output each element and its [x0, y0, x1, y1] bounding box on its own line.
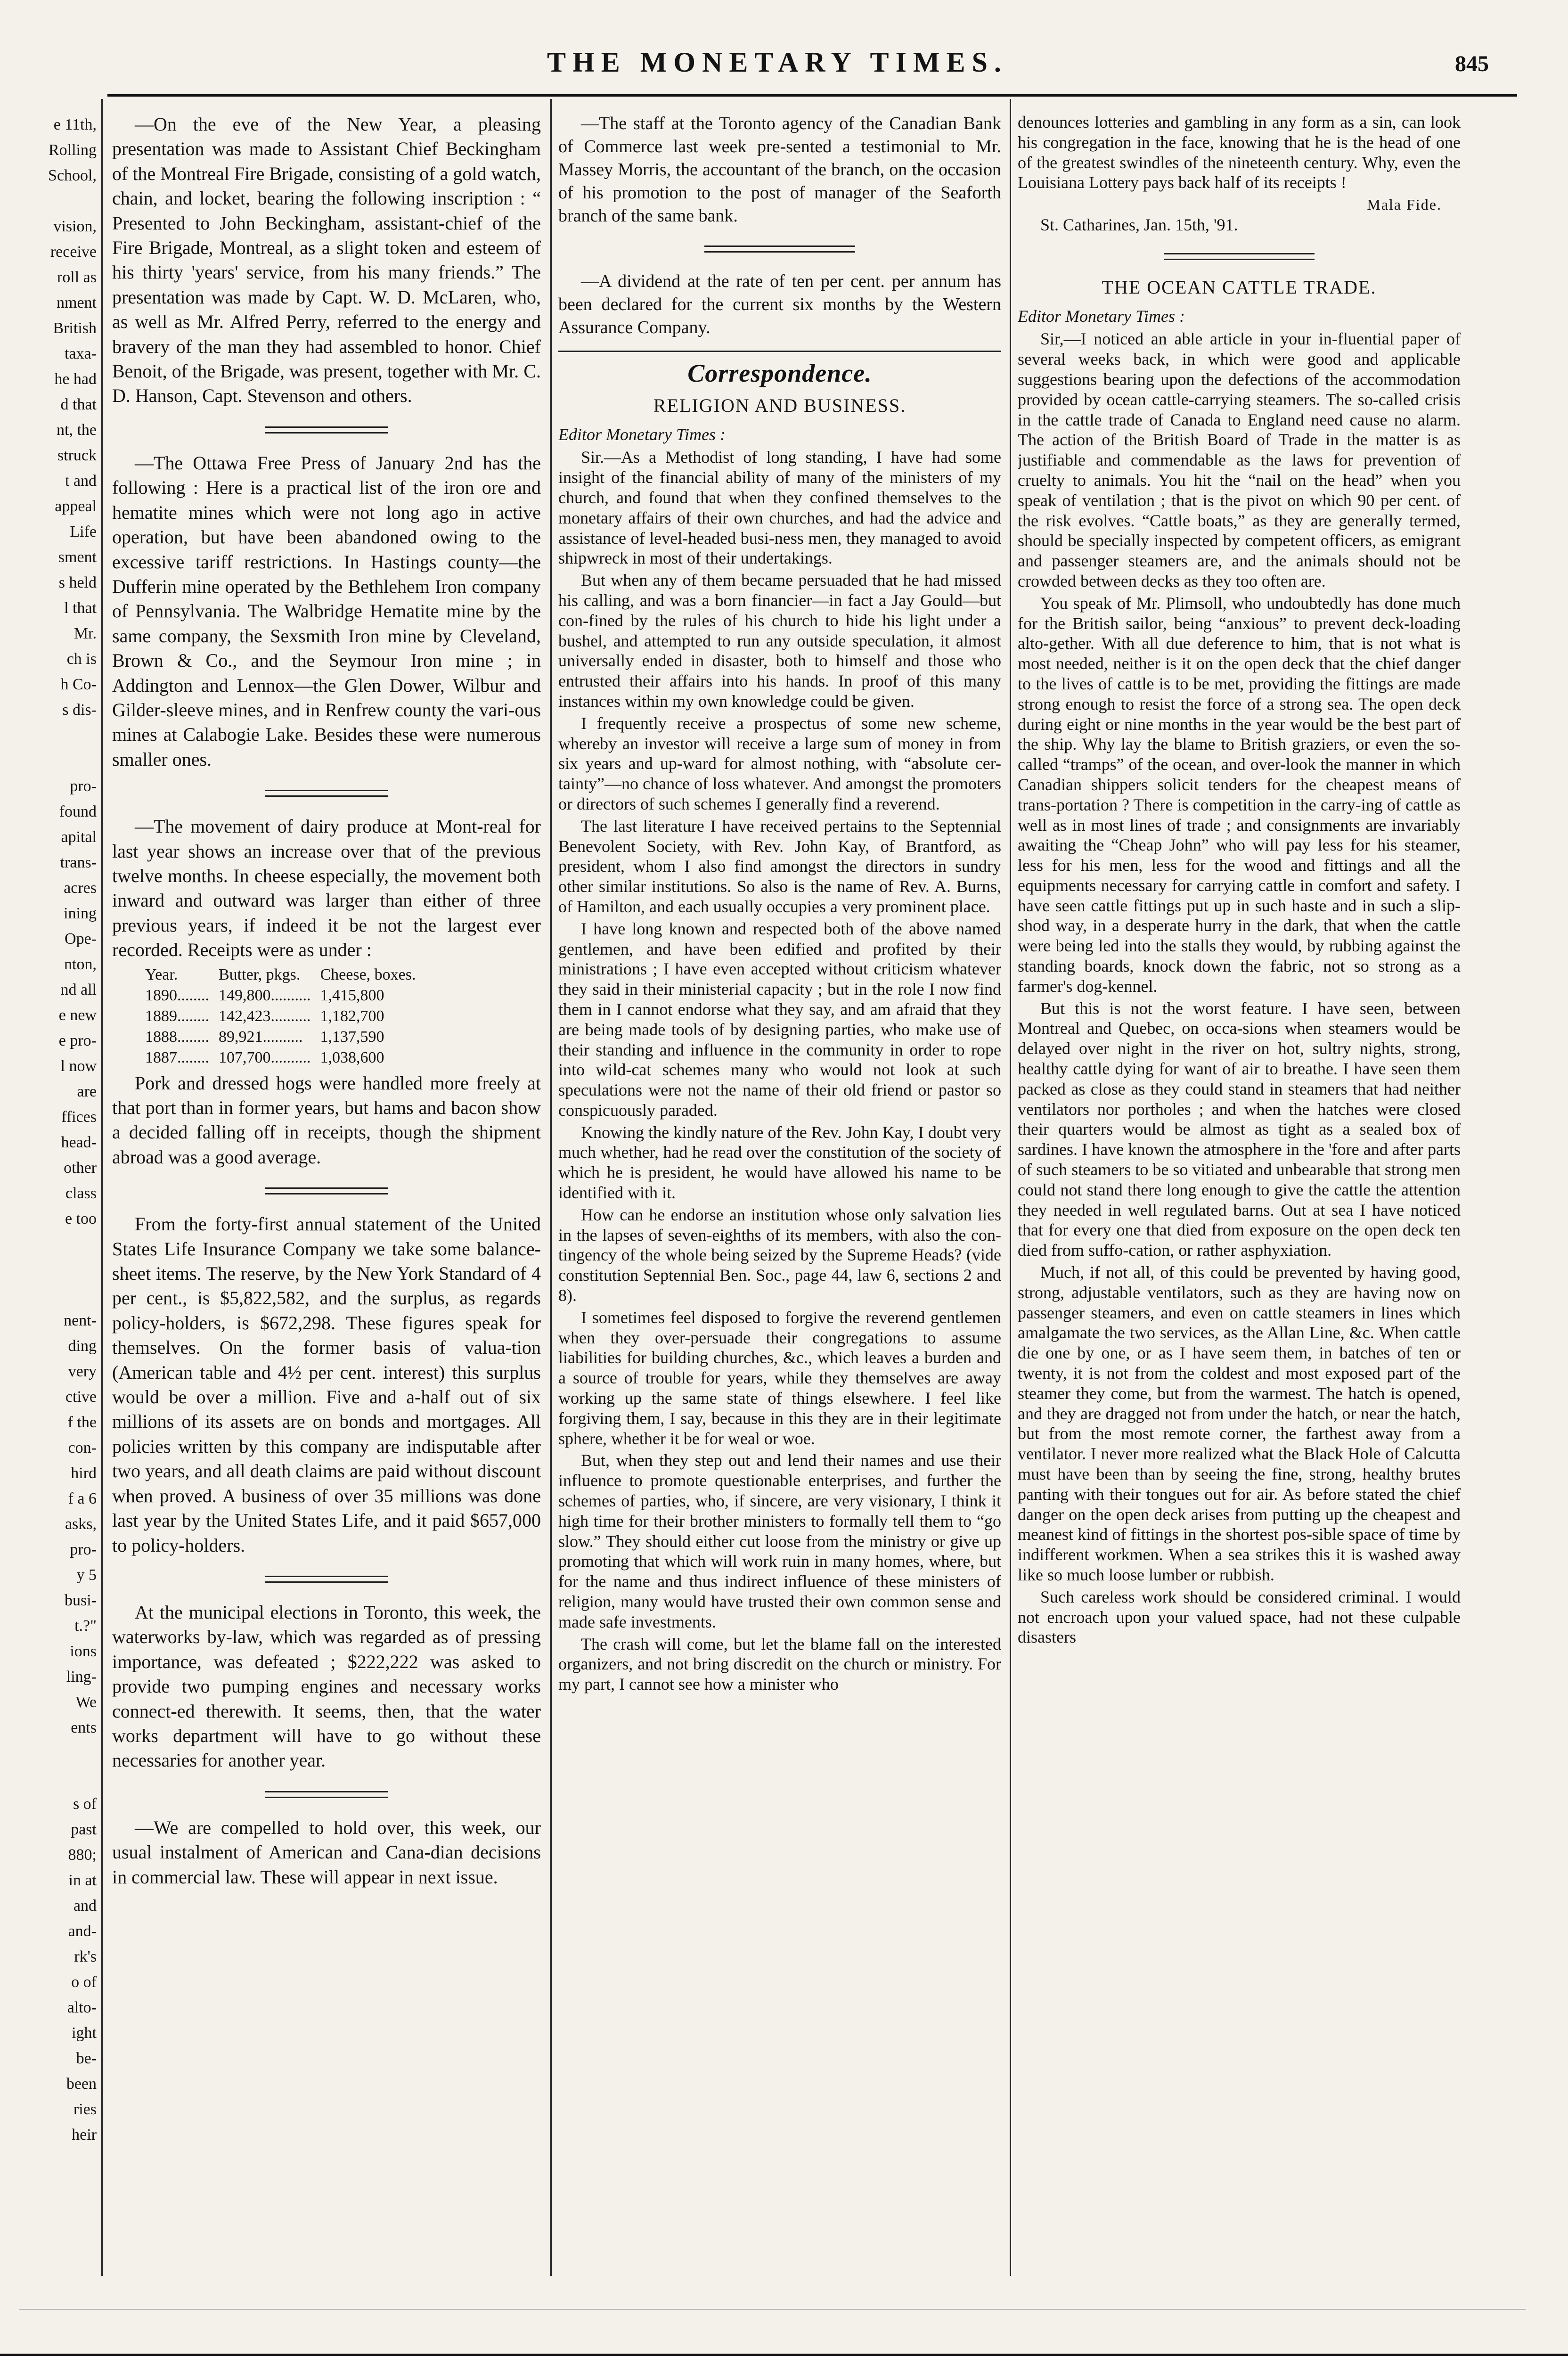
salutation: Editor Monetary Times : [1018, 306, 1185, 326]
edge-text-line: and [73, 1897, 97, 1914]
edge-text-line: struck [57, 447, 97, 464]
edge-text-line [0, 1766, 97, 1792]
article-body [558, 447, 1001, 1694]
edge-text-line: sment [58, 548, 97, 566]
edge-text-line: Mr. [74, 625, 97, 642]
news-item-pork: Pork and dressed hogs were handled more freely at that port than in former years, but hams and bacon show a decided falling off in receipts, though the shipment abroad was a good average. [112, 1072, 541, 1168]
edge-text-line: in at [68, 1872, 97, 1889]
news-item-dividend: —A dividend at the rate of ten per cent. per annum has been declared for the current six months by the Western Assurance Company. [558, 271, 1001, 337]
item-separator [1164, 251, 1315, 263]
table-row [140, 1006, 421, 1027]
edge-text-line: busi- [65, 1592, 97, 1609]
masthead-rule [107, 94, 1517, 97]
edge-text-line: rk's [74, 1948, 97, 1965]
edge-text-line: nment [57, 294, 97, 311]
adjacent-page-edge-text [0, 112, 97, 2148]
edge-text-line: t.?" [74, 1617, 97, 1635]
edge-text-line: ents [71, 1719, 97, 1736]
item-separator [265, 788, 388, 800]
edge-text-line [0, 188, 97, 214]
edge-text-line: e too [65, 1210, 97, 1227]
dairy-receipts-table [140, 965, 421, 1068]
edge-text-line: past [71, 1821, 97, 1838]
edge-text-line: asks, [65, 1515, 97, 1533]
table-cell: 149,800.......... [219, 986, 311, 1004]
table-cell: 1,415,800 [320, 986, 384, 1004]
edge-text-line: e 11th, [53, 116, 97, 133]
edge-text-line: taxa- [65, 345, 97, 362]
table-header: Cheese, boxes. [320, 965, 416, 983]
letter-continuation: denounces lotteries and gambling in any form as a sin, can look his congregation in the face, knowing that he is the head of one of the greatest swindles of the nineteenth century. Why, even the Louisiana Lottery pays back half of its receipts ! [1018, 113, 1461, 192]
edge-text-line: apital [61, 828, 97, 846]
edge-text-line [0, 723, 97, 748]
paragraph: The last literature I have received pertains to the Septennial Benevolent Society, with Rev. John Kay, of Brantford, as president, whom I also find amongst the directors in sundry other similar institutions. So also is the name of Rev. A. Burns, of Hamilton, and each usually occupies a very prominent place. [558, 816, 1001, 916]
edge-text-line: trans- [60, 854, 97, 871]
table-header: Butter, pkgs. [219, 965, 301, 983]
edge-text-line: Life [70, 523, 97, 540]
edge-text-line: t and [65, 472, 97, 490]
edge-text-line: ining [64, 905, 97, 922]
masthead-title: THE MONETARY TIMES. [547, 47, 1008, 78]
edge-text-line: acres [64, 879, 97, 897]
edge-text-line: alto- [67, 1999, 97, 2016]
letter-signature: Mala Fide. [1367, 196, 1442, 213]
page-bottom-edge [0, 2354, 1568, 2356]
edge-text-line: class [65, 1185, 97, 1202]
edge-text-line: very [68, 1363, 97, 1380]
item-separator [265, 1789, 388, 1801]
table-cell: 142,423.......... [219, 1007, 311, 1025]
edge-text-line: ctive [65, 1388, 97, 1406]
edge-text-line: been [66, 2075, 97, 2093]
table-cell: 1,182,700 [320, 1007, 384, 1025]
edge-text-line: f a 6 [68, 1490, 97, 1507]
table-row [140, 1047, 421, 1068]
news-item-iron-mines: —The Ottawa Free Press of January 2nd has the following : Here is a practical list of the iron ore and hematite mines which were not long ago in active operation, but have been abandoned owing to the excessive tariff restrictions. In Hastings county—the Dufferin mine operated by the Bethlehem Iron company of Pennsylvania. The Walbridge Hematite mine by the same company, the Sexsmith Iron mine by Cleveland, Brown & Co., and the Seymour Iron mine ; in Addington and Lennox—the Glen Dower, Wilbur and Gilder-sleeve mines, and in Renfrew county the vari-ous mines at Calabogie Lake. Besides these were numerous smaller ones. [112, 452, 541, 770]
edge-text-line: ling- [66, 1668, 97, 1685]
paragraph: I frequently receive a prospectus of some new scheme, whereby an investor will receive a large sum of money in from six years and up-ward for almost nothing, with “absolute cer-tainty”—no chance of loss whatever. And amongst the promoters or directors of such schemes I generally find a reverend. [558, 713, 1001, 813]
edge-text-line: Ope- [65, 930, 97, 948]
paragraph: But, when they step out and lend their names and use their influence to promote questionable enterprises, and further the schemes of parties, who, if sincere, are very visionary, I think it high time for their brother ministers to formally tell them to “go slow.” They should either cut loose from the ministry or give up promoting that which will work ruin in many homes, where, but for the name and thus indirect influence of these ministers of religion, many would have trusted their own common sense and made safe investments. [558, 1451, 1001, 1631]
edge-text-line: Rolling [48, 141, 97, 159]
paragraph: But this is not the worst feature. I have seen, between Montreal and Quebec, on occa-sions when steamers would be delayed over night in the river on hot, sultry nights, strong, healthy cattle dying for want of air to breathe. I have seen them packed as close as they could stand in steamers that had neither ventilators nor portholes ; and when the hatches were closed their quarters would be almost as tight as a sealed box of sardines. I have known the atmosphere in the 'fore and after parts of such steamers to be so vitiated and unbearable that strong men could not stand there long enough to give the cattle the attention they needed in well regulated barns. Out at sea I have noticed that for every one that died from exposure on the open deck ten died from suffo-cation, or rather asphyxiation. [1018, 998, 1461, 1260]
edge-text-line: s of [73, 1795, 97, 1813]
table-cell: 1889........ [145, 1007, 209, 1025]
paragraph: The crash will come, but let the blame fall on the interested organizers, and not bring discredit on the church or ministry. For my part, I cannot see how a minister who [558, 1634, 1001, 1694]
edge-text-line [0, 748, 97, 774]
paragraph: Sir,—I noticed an able article in your in-fluential paper of several weeks back, in which were good and applicable suggestions bearing upon the defections of the accommodation provided by ocean cattle-carrying steamers. The so-called crisis in the cattle trade of Canada to England need cause no alarm. The action of the British Board of Trade in the matter is as justifiable and commendable as the laws for prevention of cruelty to animals. You hit the “nail on the head” when you speak of ventilation ; that is the pivot on which 90 per cent. of the risk evolves. “Cattle boats,” as they are generally termed, should be specially inspected by competent officers, as emigrant and passenger steamers are, and the animals should not be crowded between decks as they too often are. [1018, 329, 1461, 590]
column-2 [558, 112, 1001, 1696]
table-cell: 1888........ [145, 1028, 209, 1046]
letter-dateline: St. Catharines, Jan. 15th, '91. [1040, 215, 1238, 234]
item-separator [265, 1574, 388, 1586]
edge-text-line: ffices [61, 1108, 97, 1126]
edge-text-line: receive [50, 243, 97, 261]
edge-text-line: o of [71, 1973, 97, 1991]
edge-text-line: e pro- [58, 1032, 97, 1049]
section-rule [558, 351, 1001, 352]
paragraph: You speak of Mr. Plimsoll, who undoubtedly has done much for the British sailor, being “anxious” to prevent deck-loading alto-gether. With all due deference to him, that is not what is most needed, neither is it on the open deck that the chief danger to the lives of cattle is to be met, providing the fittings are made strong enough to resist the force of a strong sea. The open deck during eight or nine months in the year would be the best part of the ship. Why lay the blame to British graziers, or even the so-called “tramps” of the ocean, and over-look the manner in which Canadian shippers solicit tenders for the cheapest means of trans-portation ? There is competition in the carry-ing of cattle as well as in most lines of trade ; and consignments are invariably awaiting the “Cheap John” who will pay less for his steamer, less for his men, less for the wood and fittings and all the equipments necessary for carrying cattle in comfort and safety. I have seen cattle fittings put up in such haste and in such a slip-shod way, in a desperate hurry in the dark, that when the cattle were being led into the stalls they would, by rubbing against the standing boards, knock down the fabric, not so strong as a farmer's dog-kennel. [1018, 593, 1461, 996]
news-item-toronto-elections: At the municipal elections in Toronto, this week, the waterworks by-law, which was regarded as of pressing importance, was defeated ; $222,222 was asked to provide two pumping engines and necessary works connect-ed therewith. It seems, then, that the water works department will have to go without these necessaries for another year. [112, 1601, 541, 1771]
edge-text-line: vision, [53, 218, 97, 235]
paragraph: I sometimes feel disposed to forgive the reverend gentlemen when they over-persuade their congregations to assume liabilities for building churches, &c., which leaves a burden and a source of trouble for years, while they themselves are away working up the same state of things elsewhere. I feel like forgiving them, I say, because in this they are in their legitimate sphere, whether it be for weal or woe. [558, 1308, 1001, 1448]
edge-text-line: nton, [64, 956, 97, 973]
edge-text-line: nent- [64, 1312, 97, 1329]
edge-text-line: are [77, 1083, 97, 1100]
edge-text-line: y 5 [76, 1566, 97, 1584]
edge-text-line: d that [60, 396, 97, 413]
edge-text-line: We [75, 1693, 97, 1711]
edge-text-line: h Co- [60, 676, 97, 693]
paragraph: But when any of them became persuaded that he had missed his calling, and was a born financier—in fact a Jay Gould—but con-fined by the rules of his church to hide his light under a bushel, and attempted to run any outside speculation, it almost universally ended in disaster, both to himself and those who entrusted their affairs into his hands. In proof of this many instances within my own knowledge could be given. [558, 571, 1001, 711]
article-heading: RELIGION AND BUSINESS. [653, 394, 906, 416]
edge-text-line: f the [67, 1414, 97, 1431]
edge-text-line: s held [58, 574, 97, 591]
page-crease [19, 2309, 1526, 2310]
page-number: 845 [1455, 51, 1489, 76]
paragraph: Knowing the kindly nature of the Rev. John Kay, I doubt very much whether, had he read over the constitution of the society of which he is president, he would have allowed his name to be identified with it. [558, 1122, 1001, 1203]
table-cell: 1887........ [145, 1048, 209, 1066]
news-item-dairy-produce: —The movement of dairy produce at Mont-real for last year shows an increase over that of the previous twelve months. In cheese especially, the movement both inward and outward was larger than either of three previous years, if indeed it be not the largest ever recorded. Receipts were as under : [112, 816, 541, 961]
table-header: Year. [145, 965, 178, 983]
edge-text-line: nd all [60, 981, 97, 998]
edge-text-line: other [64, 1159, 97, 1177]
edge-text-line: heir [72, 2126, 97, 2143]
table-row [140, 1027, 421, 1047]
column-divider [101, 99, 103, 2276]
edge-text-line: roll as [57, 269, 97, 286]
edge-text-line: pro- [70, 777, 97, 795]
edge-text-line: hird [71, 1464, 97, 1482]
table-cell: 107,700.......... [219, 1048, 311, 1066]
edge-text-line: ding [68, 1337, 97, 1355]
edge-text-line [0, 1741, 97, 1766]
edge-text-line: he had [54, 370, 97, 388]
edge-text-line: and- [68, 1922, 97, 1940]
table-cell: 1890........ [145, 986, 209, 1004]
article-body [1018, 329, 1461, 1647]
edge-text-line [0, 1257, 97, 1283]
edge-text-line: be- [76, 2050, 97, 2067]
paragraph: I have long known and respected both of the above named gentlemen, and have been edified and profited by their ministrations ; I have even accepted without criticism whatever they said in their ministerial capacity ; but in the role I now find them in I cannot endorse what they say, and am afraid that they are being made tools of by designing parties, who make use of their standing and influence in the community in order to rope into wild-cat schemes many who would not look at such speculations were not the name of their old friend or pastor so conspicuously paraded. [558, 919, 1001, 1120]
table-cell: 1,137,590 [320, 1028, 384, 1046]
edge-text-line: l that [64, 599, 97, 617]
edge-text-line: 880; [68, 1846, 97, 1864]
edge-text-line: e new [58, 1006, 97, 1024]
news-item-life-insurance: From the forty-first annual statement of the United States Life Insurance Company we take some balance-sheet items. The reserve, by the New York Standard of 4 per cent., is $5,822,582, and the surplus, as regards policy-holders, is $672,298. These figures speak for themselves. On the former basis of valua-tion (American table and 4½ per cent. interest) this surplus would be over a million. Five and a-half out of six millions of its assets are on bonds and mortgages. All policies written by this company are indisputable after two years, and all death claims are paid without discount when proved. A business of over 35 millions was done last year by the United States Life, and it paid $657,000 to policy-holders. [112, 1213, 541, 1556]
edge-text-line [0, 1283, 97, 1308]
edge-text-line: head- [61, 1134, 97, 1151]
edge-text-line: con- [68, 1439, 97, 1456]
item-separator [704, 244, 855, 256]
edge-text-line: l now [60, 1057, 97, 1075]
edge-text-line: School, [48, 167, 97, 184]
paragraph: Sir.—As a Methodist of long standing, I have had some insight of the financial ability of many of the ministers of my church, and found that when they confined themselves to the monetary affairs of their own churches, and had the advice and assistance of level-headed busi-ness men, they managed to avoid shipwreck in most of their undertakings. [558, 448, 1001, 568]
item-separator [265, 1186, 388, 1198]
item-separator [265, 425, 388, 437]
news-item-bank-testimonial: —The staff at the Toronto agency of the Canadian Bank of Commerce last week pre-sented a testimonial to Mr. Massey Morris, the accountant of the branch, on the occasion of his promotion to the post of manager of the Seaforth branch of the same bank. [558, 114, 1001, 226]
edge-text-line: British [53, 319, 97, 337]
table-cell: 1,038,600 [320, 1048, 384, 1066]
salutation: Editor Monetary Times : [558, 425, 726, 444]
table-row [140, 985, 421, 1006]
news-item-fire-brigade: —On the eve of the New Year, a pleasing presentation was made to Assistant Chief Beckingham of the Montreal Fire Brigade, consisting of a gold watch, chain, and locket, bearing the following inscription : “ Presented to John Beckingham, assistant-chief of the Fire Brigade, Montreal, as a slight token and esteem of his thirty 'years' service, from his many friends.” The presentation was made by Capt. W. D. McLaren, who, as well as Mr. Alfred Perry, referred to the energy and bravery of the man they had assembled to honor. Chief Benoit, of the Brigade, was present, together with Mr. C. D. Hanson, Capt. Stevenson and others. [112, 114, 541, 407]
article-heading: THE OCEAN CATTLE TRADE. [1102, 276, 1377, 298]
edge-text-line: ight [72, 2024, 97, 2042]
column-divider [550, 99, 552, 2276]
paragraph: Such careless work should be considered criminal. I would not encroach upon your valued space, had not these culpable disasters [1018, 1587, 1461, 1647]
edge-text-line: nt, the [57, 421, 97, 439]
edge-text-line [0, 1232, 97, 1257]
paragraph: How can he endorse an institution whose only salvation lies in the lapses of seven-eighths of its members, with also the con-tingency of the whole being seized by the Supreme Heads? (vide constitution Septennial Ben. Soc., page 44, law 6, sections 2 and 8). [558, 1205, 1001, 1305]
column-divider [1010, 99, 1011, 2276]
edge-text-line: pro- [70, 1541, 97, 1558]
paragraph: Much, if not all, of this could be prevented by having good, strong, adjustable ventilators, such as they are having now on passenger steamers, and even on cattle steamers in lines which amalgamate the two services, as the Allan Line, &c. When cattle die one by one, or as I have seem them, in batches of ten or twenty, it is not from the coldest and most exposed part of the steamer they come, but from the warmest. The hatch is opened, and they are dragged not from under the hatch, or near the hatch, but from the most remote corner, the farthest away from a ventilator. I never more realized what the Black Hole of Calcutta must have been than by seeing the fine, strong, healthy brutes panting with their tongues out for air. As before stated the chief danger on the open deck arises from putting up the cheapest and meanest kind of fittings in the shortest pos-sible space of time by indifferent workmen. When a sea strikes this it is washed away like so much loose lumber or rubbish. [1018, 1263, 1461, 1584]
edge-text-line: found [59, 803, 97, 820]
table-cell: 89,921.......... [219, 1028, 303, 1046]
edge-text-line: appeal [55, 498, 97, 515]
column-3 [1018, 112, 1461, 1649]
edge-text-line: ries [73, 2101, 97, 2118]
news-item-held-over: —We are compelled to hold over, this week, our usual instalment of American and Cana-dian decisions in commercial law. These will appear in next issue. [112, 1816, 541, 1888]
column-1 [112, 112, 541, 1891]
edge-text-line: ions [70, 1643, 97, 1660]
edge-text-line: ch is [66, 650, 97, 668]
section-title: Correspondence. [687, 359, 872, 387]
edge-text-line: s dis- [62, 701, 97, 719]
